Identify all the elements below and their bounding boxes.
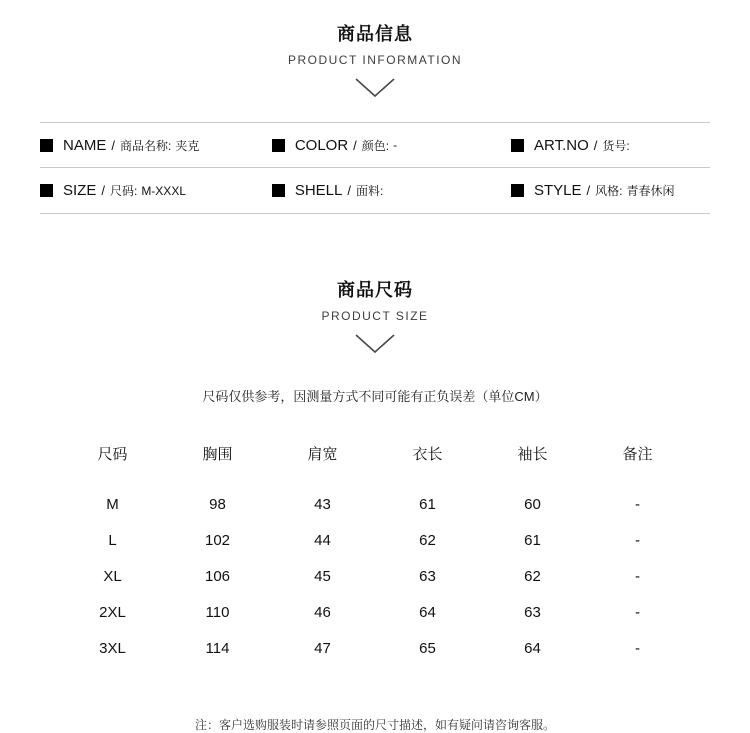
bullet-square-icon [40, 184, 53, 197]
size-table-row [60, 486, 690, 522]
attribute-label-en: ART.NO [534, 136, 589, 154]
size-cell: 2XL [99, 603, 126, 621]
size-cell: 44 [314, 531, 331, 549]
size-table-row [60, 594, 690, 630]
size-cell: 63 [419, 567, 436, 585]
size-cell: 62 [524, 567, 541, 585]
customer-service-note: 注：客户选购服装时请参照页面的尺寸描述，如有疑问请咨询客服。 [194, 718, 555, 732]
size-cell: 46 [314, 603, 331, 621]
bullet-square-icon [272, 139, 285, 152]
attribute-label-cn: 货号: [602, 138, 630, 153]
attribute-size [40, 182, 272, 199]
size-header-cell: 备注 [622, 446, 653, 463]
size-disclaimer: 尺码仅供参考，因测量方式不同可能有正负误差（单位CM） [202, 389, 548, 404]
bullet-square-icon [40, 139, 53, 152]
attribute-label-en: STYLE [534, 182, 582, 199]
size-header-cell: 肩宽 [307, 446, 338, 463]
size-cell: 3XL [99, 639, 126, 657]
product-size-header [0, 214, 750, 356]
section-title-cn: 商品尺码 [337, 280, 413, 300]
attribute-shell [272, 182, 511, 199]
size-cell: - [635, 603, 640, 621]
attribute-artno [511, 137, 710, 154]
attribute-separator: / [593, 137, 598, 153]
section-title-cn: 商品信息 [337, 24, 413, 44]
attribute-separator: / [347, 183, 351, 198]
product-info-header [0, 0, 750, 100]
size-cell: 63 [524, 603, 541, 621]
size-table-row [60, 558, 690, 594]
size-cell: 102 [204, 531, 231, 549]
size-cell: 60 [524, 495, 541, 513]
size-cell: - [635, 531, 640, 549]
size-cell: 64 [524, 639, 541, 657]
attribute-label-cn: 商品名称: [119, 138, 172, 153]
attributes-row [40, 168, 710, 213]
attribute-value: 夹克 [175, 138, 200, 153]
size-cell: 64 [419, 603, 436, 621]
attribute-separator: / [586, 183, 591, 198]
size-header-cell: 胸围 [202, 446, 233, 463]
attribute-label-en: NAME [63, 136, 107, 154]
attribute-name [40, 137, 272, 154]
size-header-cell: 尺码 [97, 446, 128, 463]
attribute-label-cn: 风格: [595, 184, 623, 198]
attribute-color [272, 137, 511, 154]
size-table-header-row [60, 443, 690, 486]
bullet-square-icon [272, 184, 285, 197]
attribute-label-en: SHELL [294, 182, 343, 199]
attribute-label-cn: 面料: [355, 184, 384, 198]
size-cell: 47 [314, 639, 331, 657]
attribute-style [511, 182, 710, 199]
attribute-label-cn: 颜色: [361, 138, 390, 153]
size-header-cell: 衣长 [412, 446, 443, 463]
attribute-value: - [393, 138, 398, 152]
size-cell: 61 [419, 495, 436, 513]
size-cell: 62 [419, 531, 436, 549]
size-cell: - [635, 567, 640, 585]
chevron-down-icon [0, 76, 750, 100]
chevron-down-icon [0, 332, 750, 356]
attribute-separator: / [353, 137, 357, 153]
size-header-cell: 袖长 [517, 446, 548, 463]
size-table-row [60, 630, 690, 666]
size-cell: L [108, 531, 117, 549]
size-cell: 65 [419, 639, 436, 657]
size-cell: 45 [314, 567, 331, 585]
size-cell: 98 [209, 495, 226, 513]
attribute-value: M-XXXL [141, 183, 186, 198]
size-cell: M [106, 495, 119, 513]
product-attributes-table [40, 122, 710, 214]
size-cell: XL [103, 567, 122, 585]
attribute-label-en: COLOR [294, 136, 349, 154]
section-title-en: PRODUCT INFORMATION [287, 53, 463, 67]
attribute-label-cn: 尺码: [109, 184, 138, 198]
size-cell: - [635, 495, 640, 513]
size-cell: 114 [205, 639, 230, 657]
attribute-value: 青春休闲 [626, 184, 675, 198]
attributes-row [40, 123, 710, 168]
attribute-separator: / [111, 137, 115, 153]
size-cell: 43 [314, 495, 331, 513]
bullet-square-icon [511, 184, 524, 197]
size-cell: 110 [205, 603, 230, 621]
section-title-en: PRODUCT SIZE [321, 309, 429, 323]
attribute-label-en: SIZE [63, 182, 97, 199]
size-cell: 106 [204, 567, 231, 585]
size-table-row [60, 522, 690, 558]
size-chart-table [60, 443, 690, 666]
size-cell: - [635, 639, 640, 657]
size-cell: 61 [524, 531, 541, 549]
attribute-separator: / [101, 183, 105, 198]
bullet-square-icon [511, 139, 524, 152]
